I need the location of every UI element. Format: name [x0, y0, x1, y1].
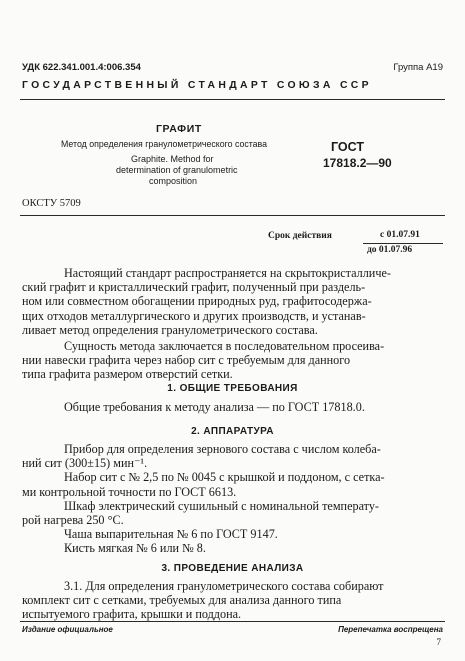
header-rule [20, 99, 445, 100]
section-heading-apparatus: 2. АППАРАТУРА [191, 426, 274, 437]
text-line: нии навески графита через набор сит с требуемым для данного [22, 353, 351, 368]
gost-number: 17818.2—90 [323, 156, 392, 170]
text-line: ливает метод определения гранулометрического состава. [22, 322, 318, 337]
intro-paragraph-1 [22, 266, 444, 337]
title-ru: Метод определения гранулометрического состава [61, 139, 268, 149]
text-line: типа графита размером отверстий сетки. [22, 367, 233, 382]
section-heading-general: 1. ОБЩИЕ ТРЕБОВАНИЯ [167, 383, 298, 394]
text-line: комплект сит с сетками, требуемых для анализа данного типа [22, 593, 342, 608]
text-line: ми контрольной точности по ГОСТ 6613. [22, 484, 237, 499]
text-line: щих отходов металлургического и других производств, и устанав- [22, 308, 366, 323]
text-line: 3.1. Для определения гранулометрического состава собирают [64, 579, 384, 593]
text-line: Общие требования к методу анализа — по ГОСТ 17818.0. [64, 400, 365, 414]
text-line: Сущность метода заключается в последовательном просеива- [64, 339, 385, 353]
text-line: Кисть мягкая № 6 или № 8. [64, 541, 206, 556]
text-line: испытуемого графита, крышки и поддона. [22, 607, 242, 622]
section-3-body [22, 579, 444, 622]
text-line: рой нагрева 250 °С. [22, 513, 124, 528]
okstu-code: ОКСТУ 5709 [22, 198, 81, 209]
text-line: Шкаф электрический сушильный с номинальной температу- [64, 498, 379, 513]
section-1-body [64, 400, 444, 414]
validity-to: до 01.07.96 [367, 245, 413, 255]
state-standard-banner: ГОСУДАРСТВЕННЫЙ СТАНДАРТ СОЮЗА ССР [22, 80, 372, 91]
intro-paragraph-2 [22, 339, 444, 382]
okstu-rule [20, 215, 445, 216]
footer-official-edition: Издание официальное [22, 625, 113, 634]
section-heading-analysis: 3. ПРОВЕДЕНИЕ АНАЛИЗА [161, 563, 304, 574]
text-line: Чаша выпарительная № 6 по ГОСТ 9147. [64, 527, 278, 542]
validity-label: Срок действия [268, 231, 332, 241]
document-title: ГРАФИТ [156, 123, 202, 135]
title-en-line-2: determination of granulometric [116, 165, 238, 175]
group-code: Группа А19 [393, 62, 443, 73]
validity-from: с 01.07.91 [380, 230, 420, 240]
text-line: Настоящий стандарт распространяется на скрытокристалличе- [64, 266, 391, 280]
title-en-line-3: composition [149, 176, 198, 186]
text-line: Набор сит с № 2,5 по № 0045 с крышкой и поддоном, с сетка- [64, 470, 385, 485]
validity-underline [363, 243, 443, 244]
gost-label: ГОСТ [331, 140, 364, 154]
section-2-body [22, 442, 444, 556]
page-number: 7 [436, 637, 441, 647]
footer-reprint-prohibited: Перепечатка воспрещена [338, 625, 443, 634]
text-line: ский графит и кристаллический графит, полученный при раздель- [22, 280, 366, 295]
udk-code: УДК 622.341.001.4:006.354 [22, 62, 141, 73]
title-en-line-1: Graphite. Method for [131, 154, 214, 164]
footer-rule [20, 621, 445, 622]
text-line: ний сит (300±15) мин⁻¹. [22, 456, 148, 471]
text-line: Прибор для определения зернового состава с числом колеба- [64, 442, 381, 456]
text-line: ном или совместном обогащении природных руд, графитосодержа- [22, 294, 372, 309]
